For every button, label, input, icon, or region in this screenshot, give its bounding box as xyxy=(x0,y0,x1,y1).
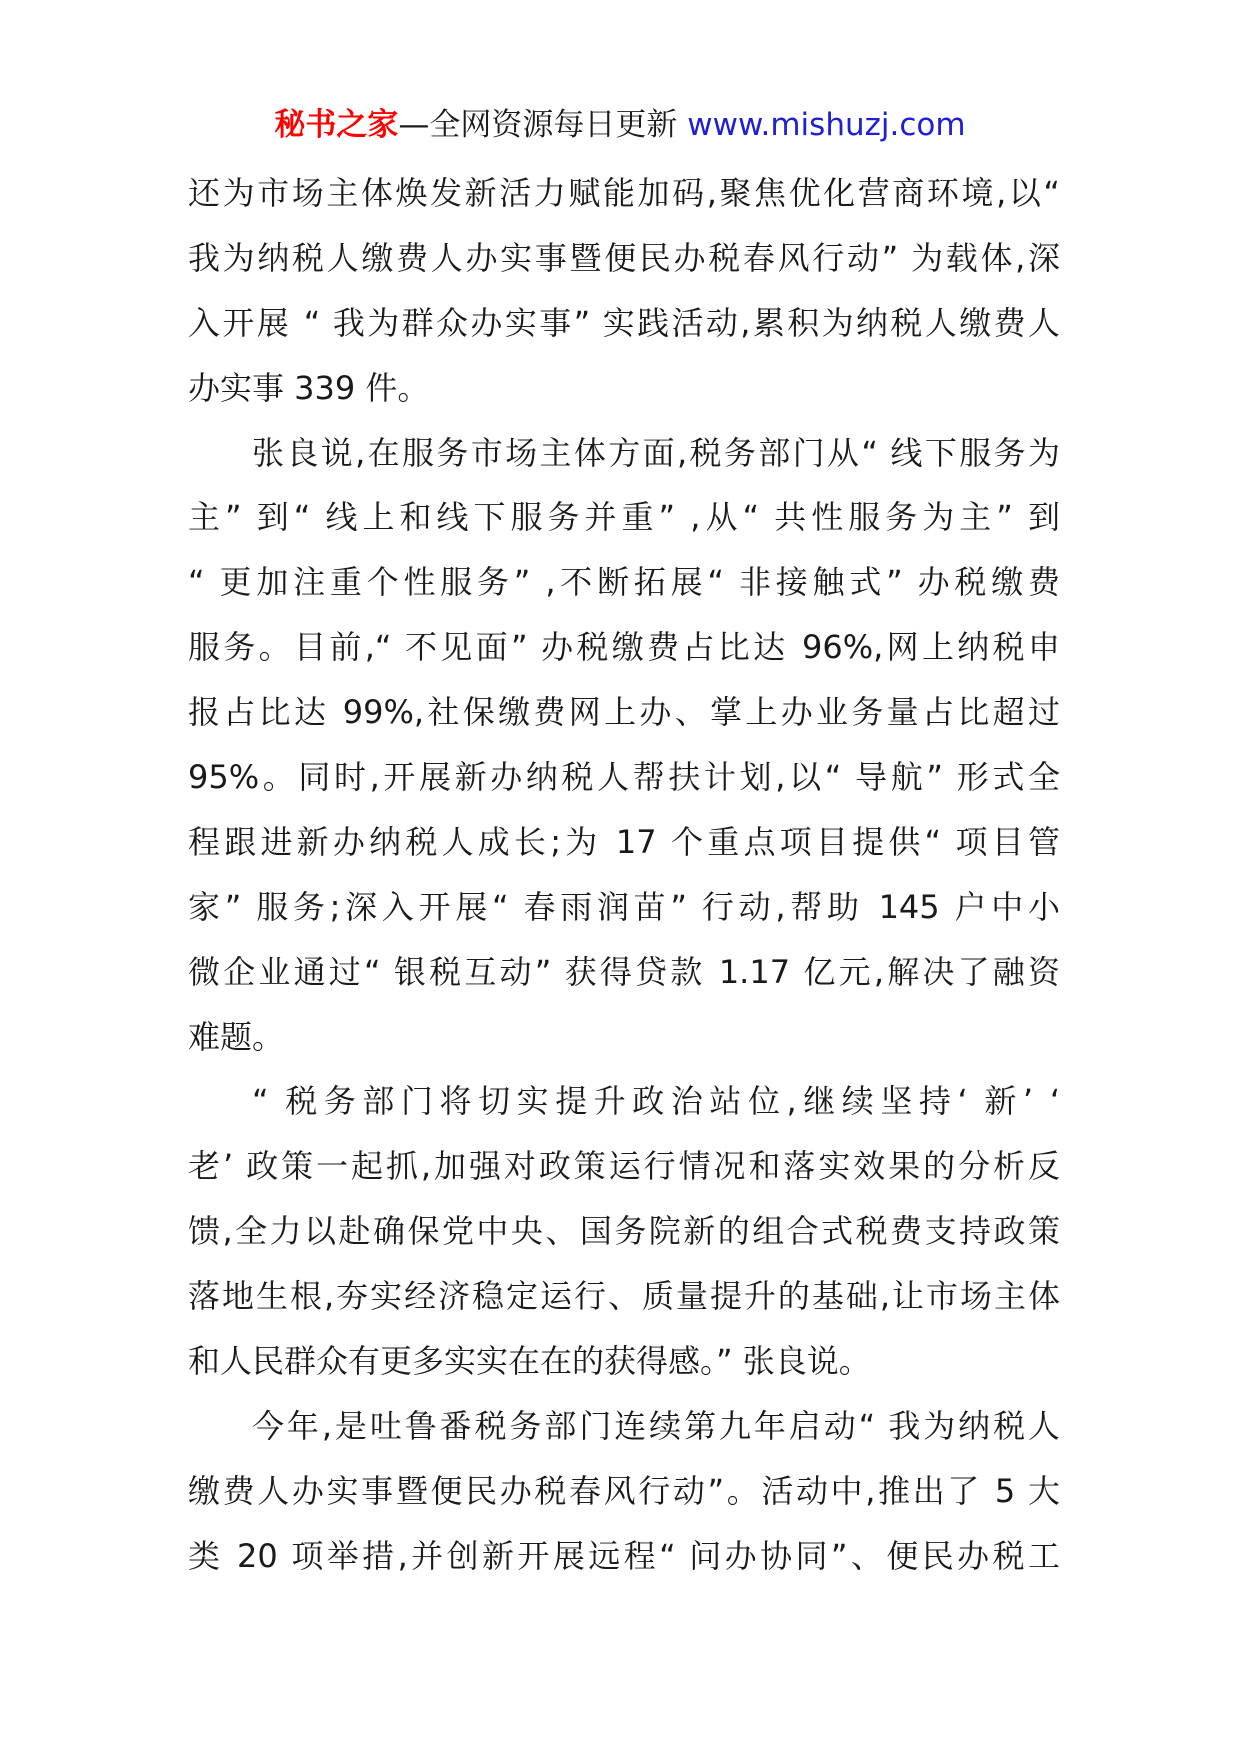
paragraph-1 xyxy=(188,161,1060,421)
site-slogan: —全网资源每日更新 xyxy=(398,107,688,143)
text-line: 张良说,在服务市场主体方面,税务部门从“ 线下服务为 xyxy=(252,433,1060,472)
text-line: 难题。 xyxy=(188,1017,285,1056)
text-line: 我为纳税人缴费人办实事暨便民办税春风行动” 为载体,深 xyxy=(188,238,1060,277)
text-line: 馈,全力以赴确保党中央、国务院新的组合式税费支持政策 xyxy=(188,1212,1060,1251)
text-line: 报占比达 99%,社保缴费网上办、掌上办业务量占比超过 xyxy=(188,693,1060,732)
text-line: 和人民群众有更多实实在在的获得感。” 张良说。 xyxy=(188,1342,871,1381)
text-line: 程跟进新办纳税人成长;为 17 个重点项目提供“ 项目管 xyxy=(188,822,1060,861)
text-line: 服务。目前,“ 不见面” 办税缴费占比达 96%,网上纳税申 xyxy=(188,628,1060,667)
text-line: 办实事 339 件。 xyxy=(188,368,430,407)
text-line: 95%。同时,开展新办纳税人帮扶计划,以“ 导航” 形式全 xyxy=(188,758,1060,797)
text-line: 老’ 政策一起抓,加强对政策运行情况和落实效果的分析反 xyxy=(188,1147,1060,1186)
article-body xyxy=(188,161,1060,1589)
paragraph-3 xyxy=(188,1069,1060,1393)
text-line: 还为市场主体焕发新活力赋能加码,聚焦优化营商环境,以“ xyxy=(188,174,1060,212)
text-line: 今年,是吐鲁番税务部门连续第九年启动“ 我为纳税人 xyxy=(252,1406,1060,1445)
text-line: 落地生根,夯实经济稳定运行、质量提升的基础,让市场主体 xyxy=(188,1277,1060,1316)
text-line: 入开展 “ 我为群众办实事” 实践活动,累积为纳税人缴费人 xyxy=(188,303,1060,342)
text-line: 缴费人办实事暨便民办税春风行动”。活动中,推出了 5 大 xyxy=(188,1471,1060,1510)
text-line: “ 税务部门将切实提升政治站位,继续坚持‘ 新’ ‘ xyxy=(252,1082,1060,1121)
site-url-link[interactable]: www.mishuzj.com xyxy=(687,107,966,143)
site-header xyxy=(0,102,1240,148)
site-brand: 秘书之家 xyxy=(274,107,399,143)
text-line: 家” 服务;深入开展“ 春雨润苗” 行动,帮助 145 户中小 xyxy=(188,887,1060,926)
text-line: 类 20 项举措,并创新开展远程“ 问办协同”、便民办税工 xyxy=(188,1536,1060,1575)
text-line: 主” 到“ 线上和线下服务并重” ,从“ 共性服务为主” 到 xyxy=(188,498,1060,537)
text-line: 微企业通过“ 银税互动” 获得贷款 1.17 亿元,解决了融资 xyxy=(188,952,1060,991)
text-line: “ 更加注重个性服务” ,不断拓展“ 非接触式” 办税缴费 xyxy=(188,563,1060,602)
paragraph-2 xyxy=(188,421,1060,1070)
paragraph-4 xyxy=(188,1394,1060,1589)
